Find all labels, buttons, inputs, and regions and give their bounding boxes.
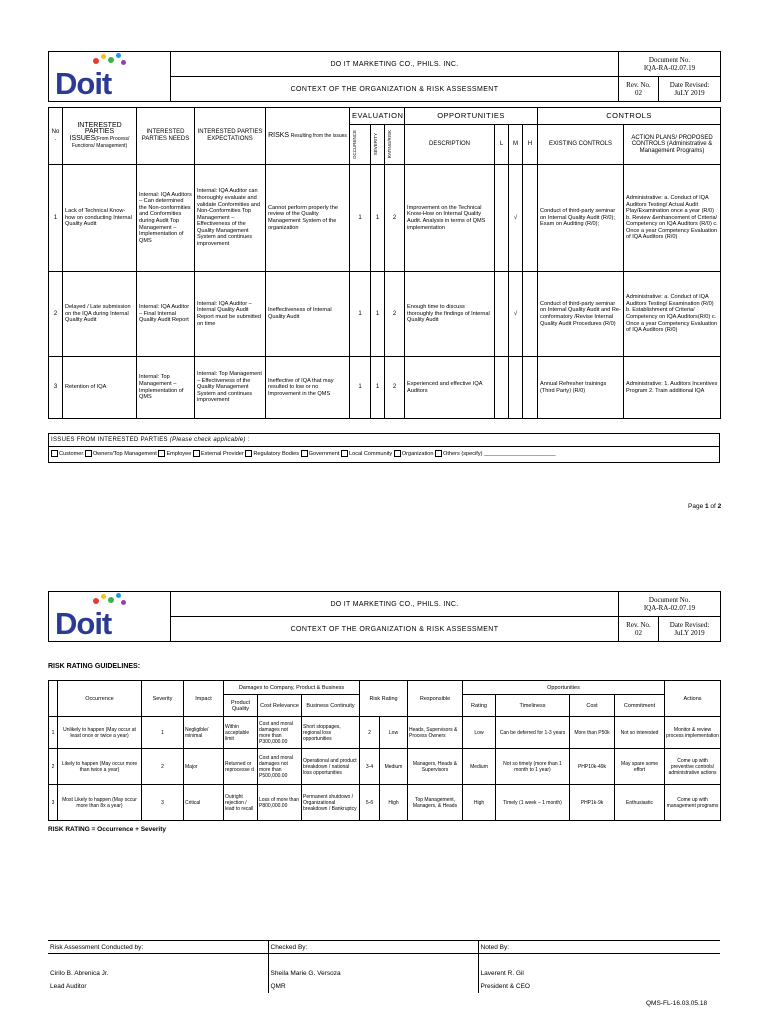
noted-by-name: Laverent R. Gil (478, 967, 720, 980)
document-number: Document No. IQA-RA-02.07.19 (619, 52, 721, 77)
noted-by-label: Noted By: (478, 941, 720, 954)
document-header-page2 (48, 591, 721, 642)
company-name: DO IT MARKETING CO., PHILS. INC. (171, 592, 619, 617)
issues-from-interested-parties: ISSUES FROM INTERESTED PARTIES (Please check applicable) : Customer Owners/Top Management Employee External Provider Regulatory Bodies Government Local Community Organization Others (specify) _______________________ (48, 433, 720, 463)
col-severity: SEVERITY (371, 125, 385, 165)
form-code: QMS-FL-16.03.05.18 (646, 1000, 708, 1007)
col-occurence: OCCURENCE (350, 125, 371, 165)
col-description: DESCRIPTION (405, 125, 495, 165)
checkbox-local-community[interactable]: Local Community (341, 451, 392, 457)
col-expectations: INTERESTED PARTIES EXPECTATIONS (195, 108, 266, 165)
col-evaluation: EVALUATION (350, 108, 405, 125)
col-rating: RATING/RISK (385, 125, 405, 165)
col-risks: RISKS Resulting from the issues (266, 108, 350, 165)
risk-rating-formula: RISK RATING = Occurrence + Severity (48, 826, 167, 833)
conducted-by-label: Risk Assessment Conducted by: (48, 941, 268, 954)
checkbox-government[interactable]: Government (301, 451, 340, 457)
table-row: 3 Most Likely to happen (May occur more than 8x a year) 3 Critical Outright rejection / lead to recall Loss of more than P800,000.00 Permanent shutdown / Organizational breakdown / Bankruptcy 5-6 High Top Management, Managers, & Heads High Timely (1 week – 1 month) PHP1k-9k Enthusiastic Come up with management programs (49, 785, 721, 821)
col-h: H (523, 125, 538, 165)
document-header (48, 51, 721, 102)
date-revised: Date Revised: JuLY 2019 (659, 617, 721, 642)
page-number: Page 1 of 2 (688, 503, 722, 510)
checkbox-owners[interactable]: Owners/Top Management (85, 451, 157, 457)
checkbox-organization[interactable]: Organization (394, 451, 434, 457)
col-m: M (509, 125, 523, 165)
checkbox-external-provider[interactable]: External Provider (193, 451, 244, 457)
checkbox-others[interactable]: Others (specify) _______________________ (435, 451, 556, 457)
conducted-by-name: Cirilo B. Abrenica Jr. (50, 969, 109, 977)
col-l: L (495, 125, 509, 165)
checkbox-regulatory[interactable]: Regulatory Bodies (245, 451, 299, 457)
document-number: Document No. IQA-RA-02.07.19 (619, 592, 721, 617)
company-logo: Doit (49, 592, 171, 642)
checkbox-customer[interactable]: Customer (51, 451, 83, 457)
col-controls: CONTROLS (538, 108, 721, 125)
revision-number: Rev. No. 02 (619, 77, 659, 102)
col-action-plans: ACTION PLANS/ PROPOSED CONTROLS (Administrative & Management Programs) (624, 125, 721, 165)
revision-number: Rev. No. 02 (619, 617, 659, 642)
checked-by-role: QMR (268, 980, 478, 993)
signature-block (48, 940, 720, 993)
table-row: 3 Retention of IQA Internal: Top Management – Implementation of QMS Internal: Top Management – Effectiveness of the Quality Management System and continues improvement Ineffective of IQA that may resulted to low or no Improvement in the QMS 1 1 2 Experienced and effective IQA Auditors Annual Refresher trainings (Third Party) (R/0) Administrative: 1. Auditors Incentives Program 2. Train additional IQA (49, 357, 721, 419)
guidelines-title: RISK RATING GUIDELINES: (48, 663, 141, 670)
checked-by-name: Sheila Marie G. Versoza (268, 967, 478, 980)
table-row: 1 Lack of Technical Know-how on conducting Internal Quality Audit Internal: IQA Auditors – Can determined the Non-conformities and Conformities during Audit Top Management – Implementation of QMS Internal: IQA Auditor can thoroughly evaluate and validate Conformities and Non-Conformities Top Management – Effectiveness of the Quality Management System and continues improvement Cannot perform properly the review of the Quality Management System of the organization 1 1 2 Improvement on the Technical Know-How on Internal Quality Audit. Analysis in terms of QMS implementation √ Conduct of third-party seminar on Internal Quality Audit (R/0); Exam on Auditing (R/0); Administrative: a. Conduct of IQA Auditors Testing/ Actual Audit Play/Examination once a year (R/0) b. Review &enhancement of Criteria/ Competency on IQA Auditors (R/0) c. Once a year Competency Evaluation of IQA Auditors (R/0) (49, 165, 721, 272)
document-title: CONTEXT OF THE ORGANIZATION & RISK ASSESSMENT (171, 617, 619, 642)
document-title: CONTEXT OF THE ORGANIZATION & RISK ASSESSMENT (171, 77, 619, 102)
conducted-by-role: Lead Auditor (50, 982, 87, 990)
party-checkboxes (49, 447, 719, 460)
checkbox-employee[interactable]: Employee (158, 451, 191, 457)
company-logo: Doit (49, 52, 171, 102)
noted-by-role: President & CEO (478, 980, 720, 993)
risk-rating-guidelines-table: Occurrence Severity Impact Damages to Company, Product & Business Risk Rating Responsible Opportunities Actions Product Quality Cost Relevance Business Continuity Rating Timeliness Cost Commitment 1 Unlikely to happen (May occur at least once or twice a year) 1 Negligible/ minimal Within acceptable limit Cost and moral damages not more than P300,000.00 Short stoppages, regional loss opportunities 2 Low Heads, Supervisors & Process Owners Low Can be deferred for 1-3 years More than P50k Not so interested Monitor & review process implementation 2 Likely to happen (May occur more than twice a year) 2 Major Returned or reprocesse d Cost and moral damages not more than P500,000.00 Operational and product breakdown / national loss opportunities 3-4 Medium Managers, Heads & Supervisors Medium Not so timely (more than 1 month to 1 year) PHP10k-49k May spare some effort Come up with preventive controls/ administrative actions 3 Most Likely to happen (May occur more than 8x a year) 3 Critical Outright rejection / lead to recall Loss of more than P800,000.00 Permanent shutdown / Organizational breakdown / Bankruptcy 5-6 High Top Management, Managers, & Heads High Timely (1 week – 1 month) PHP1k-9k Enthusiastic Come up with management programs (48, 680, 721, 821)
table-row: 1 Unlikely to happen (May occur at least once or twice a year) 1 Negligible/ minimal Within acceptable limit Cost and moral damages not more than P300,000.00 Short stoppages, regional loss opportunities 2 Low Heads, Supervisors & Process Owners Low Can be deferred for 1-3 years More than P50k Not so interested Monitor & review process implementation (49, 717, 721, 749)
col-no: No . (49, 108, 63, 165)
checked-by-label: Checked By: (268, 941, 478, 954)
table-row: 2 Delayed / Late submission on the IQA during Internal Quality Audit Internal: IQA Auditor – Final Internal Quality Audit Report Internal: IQA Auditor – Internal Quality Audit Report must be submitted on time Ineffectiveness of Internal Quality Audit 1 1 2 Enough time to discuss thoroughly the findings of Internal Quality Audit √ Conduct of third-party seminar on Internal Quality Audit and Re-conformatory /Revise Internal Quality Audit Procedures (R/0) Administrative: a. Conduct of IQA Auditors Testing/ Examination (R/0) b. Establishment of Criteria/ Competency on IQA Auditors(R/0) c. Once a year Competency Evaluation of IQA Auditors (R/0) (49, 272, 721, 357)
col-existing-controls: EXISTING CONTROLS (538, 125, 624, 165)
col-issues: INTERESTED PARTIES ISSUES(From Process/ Functions/ Management) (63, 108, 137, 165)
col-opportunities: OPPORTUNITIES (405, 108, 538, 125)
company-name: DO IT MARKETING CO., PHILS. INC. (171, 52, 619, 77)
date-revised: Date Revised: JuLY 2019 (659, 77, 721, 102)
risk-assessment-table (48, 107, 721, 419)
table-row: 2 Likely to happen (May occur more than twice a year) 2 Major Returned or reprocesse d Cost and moral damages not more than P500,000.00 Operational and product breakdown / national loss opportunities 3-4 Medium Managers, Heads & Supervisors Medium Not so timely (more than 1 month to 1 year) PHP10k-49k May spare some effort Come up with preventive controls/ administrative actions (49, 749, 721, 785)
col-needs: INTERESTED PARTIES NEEDS (137, 108, 195, 165)
